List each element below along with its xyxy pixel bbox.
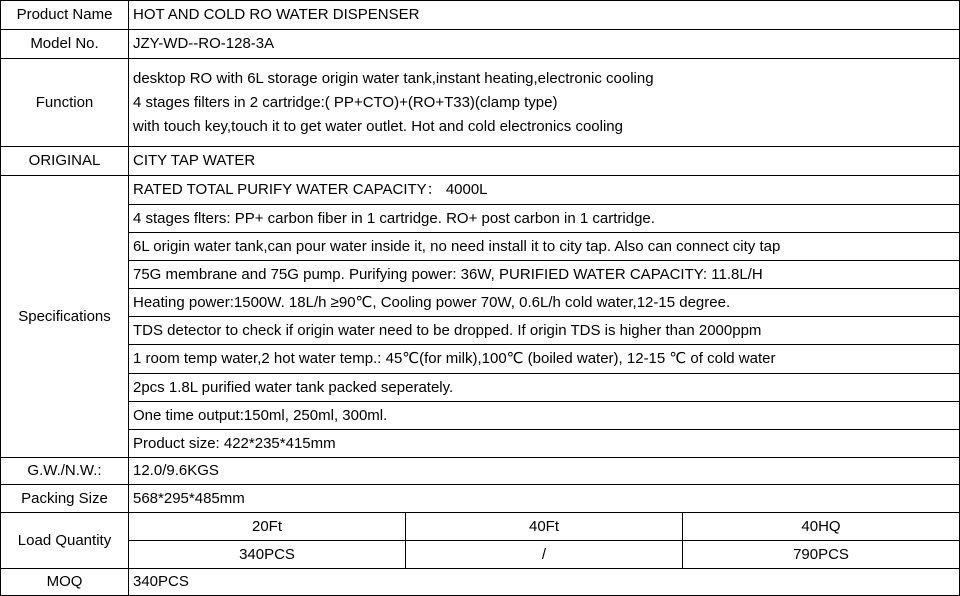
load-header-40hq: 40HQ [683, 513, 960, 541]
function-line: 4 stages filters in 2 cartridge:( PP+CTO)+(RO+T33)(clamp type) [133, 93, 558, 111]
spec-item: One time output:150ml, 250ml, 300ml. [129, 402, 960, 430]
load-header-40ft: 40Ft [406, 513, 683, 541]
load-header-20ft: 20Ft [129, 513, 406, 541]
function-line: with touch key,touch it to get water outlet. Hot and cold electronics cooling [133, 117, 623, 135]
spec-item: Heating power:1500W. 18L/h ≥90℃, Cooling power 70W, 0.6L/h cold water,12-15 degree. [129, 289, 960, 317]
spec-item: RATED TOTAL PURIFY WATER CAPACITY： 4000L [129, 176, 960, 205]
load-quantity-label: Load Quantity [1, 513, 129, 569]
original-value: CITY TAP WATER [129, 147, 960, 176]
original-label: ORIGINAL [1, 147, 129, 176]
product-name-label: Product Name [1, 1, 129, 30]
model-no-value: JZY-WD--RO-128-3A [129, 30, 960, 59]
spec-item: 4 stages flters: PP+ carbon fiber in 1 cartridge. RO+ post carbon in 1 cartridge. [129, 205, 960, 233]
spec-item: 2pcs 1.8L purified water tank packed seperately. [129, 374, 960, 402]
spec-item: Product size: 422*235*415mm [129, 430, 960, 458]
function-label: Function [1, 59, 129, 147]
load-value-20ft: 340PCS [129, 541, 406, 569]
packing-size-value: 568*295*485mm [129, 485, 960, 513]
model-no-label: Model No. [1, 30, 129, 59]
spec-item: 75G membrane and 75G pump. Purifying power: 36W, PURIFIED WATER CAPACITY: 11.8L/H [129, 261, 960, 289]
function-line: desktop RO with 6L storage origin water tank,instant heating,electronic cooling [133, 69, 654, 87]
product-name-value: HOT AND COLD RO WATER DISPENSER [129, 1, 960, 30]
moq-value: 340PCS [129, 569, 960, 596]
weight-value: 12.0/9.6KGS [129, 458, 960, 485]
function-value [129, 59, 960, 147]
moq-label: MOQ [1, 569, 129, 596]
load-value-40ft: / [406, 541, 683, 569]
spec-item: TDS detector to check if origin water need to be dropped. If origin TDS is higher than 2000ppm [129, 317, 960, 345]
spec-item: 6L origin water tank,can pour water inside it, no need install it to city tap. Also can connect city tap [129, 233, 960, 261]
weight-label: G.W./N.W.: [1, 458, 129, 485]
packing-size-label: Packing Size [1, 485, 129, 513]
specifications-label: Specifications [1, 176, 129, 458]
load-value-40hq: 790PCS [683, 541, 960, 569]
spec-item: 1 room temp water,2 hot water temp.: 45℃(for milk),100℃ (boiled water), 12-15 ℃ of cold water [129, 345, 960, 374]
